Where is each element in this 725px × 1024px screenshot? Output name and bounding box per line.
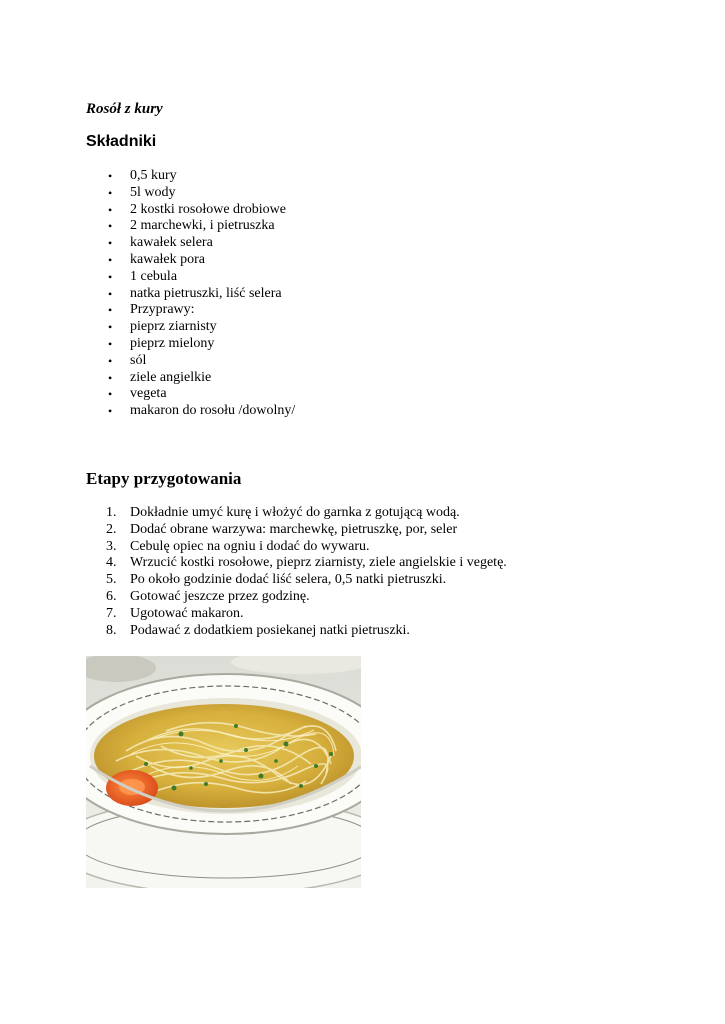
soup-bowl-photo bbox=[86, 656, 361, 888]
ingredient-item: • 2 marchewki, i pietruszka bbox=[86, 218, 295, 235]
step-number: 2. bbox=[106, 521, 117, 537]
step-number: 7. bbox=[106, 605, 117, 621]
step-item bbox=[86, 589, 507, 606]
ingredients-list bbox=[86, 168, 295, 420]
ingredient-item: • 0,5 kury bbox=[86, 168, 295, 185]
step-number: 8. bbox=[106, 622, 117, 638]
ingredient-item: • natka pietruszki, liść selera bbox=[86, 286, 295, 303]
ingredient-item: • Przyprawy: bbox=[86, 302, 295, 319]
ingredient-item: • 2 kostki rosołowe drobiowe bbox=[86, 202, 295, 219]
step-item bbox=[86, 522, 507, 539]
step-number: 6. bbox=[106, 588, 117, 604]
ingredient-item: • kawałek pora bbox=[86, 252, 295, 269]
steps-heading: Etapy przygotowania bbox=[86, 469, 242, 488]
step-text: Ugotować makaron. bbox=[130, 605, 244, 621]
step-item bbox=[86, 606, 507, 623]
step-text: Wrzucić kostki rosołowe, pieprz ziarnisty, ziele angielskie i vegetę. bbox=[130, 555, 507, 571]
step-item bbox=[86, 539, 507, 556]
ingredient-item: • pieprz ziarnisty bbox=[86, 319, 295, 336]
steps-list bbox=[86, 505, 507, 639]
step-text: Gotować jeszcze przez godzinę. bbox=[130, 588, 310, 604]
recipe-title: Rosół z kury bbox=[86, 101, 163, 117]
step-text: Podawać z dodatkiem posiekanej natki pietruszki. bbox=[130, 622, 410, 638]
ingredient-item: • makaron do rosołu /dowolny/ bbox=[86, 403, 295, 420]
step-text: Dodać obrane warzywa: marchewkę, pietruszkę, por, seler bbox=[130, 521, 458, 537]
step-number: 3. bbox=[106, 538, 117, 554]
step-item bbox=[86, 505, 507, 522]
ingredient-item: • 5l wody bbox=[86, 185, 295, 202]
ingredient-item: • pieprz mielony bbox=[86, 336, 295, 353]
step-text: Cebulę opiec na ogniu i dodać do wywaru. bbox=[130, 538, 370, 554]
step-item bbox=[86, 572, 507, 589]
step-text: Po około godzinie dodać liść selera, 0,5 natki pietruszki. bbox=[130, 572, 447, 588]
ingredient-item: • kawałek selera bbox=[86, 235, 295, 252]
ingredient-item: • vegeta bbox=[86, 386, 295, 403]
step-number: 4. bbox=[106, 555, 117, 571]
ingredient-item: • sól bbox=[86, 353, 295, 370]
ingredient-item: • ziele angielkie bbox=[86, 370, 295, 387]
step-number: 5. bbox=[106, 572, 117, 588]
step-item bbox=[86, 623, 507, 640]
step-item bbox=[86, 555, 507, 572]
ingredient-item: • 1 cebula bbox=[86, 269, 295, 286]
step-text: Dokładnie umyć kurę i włożyć do garnka z gotującą wodą. bbox=[130, 505, 460, 520]
step-number: 1. bbox=[106, 505, 117, 520]
ingredients-heading: Składniki bbox=[86, 133, 157, 150]
